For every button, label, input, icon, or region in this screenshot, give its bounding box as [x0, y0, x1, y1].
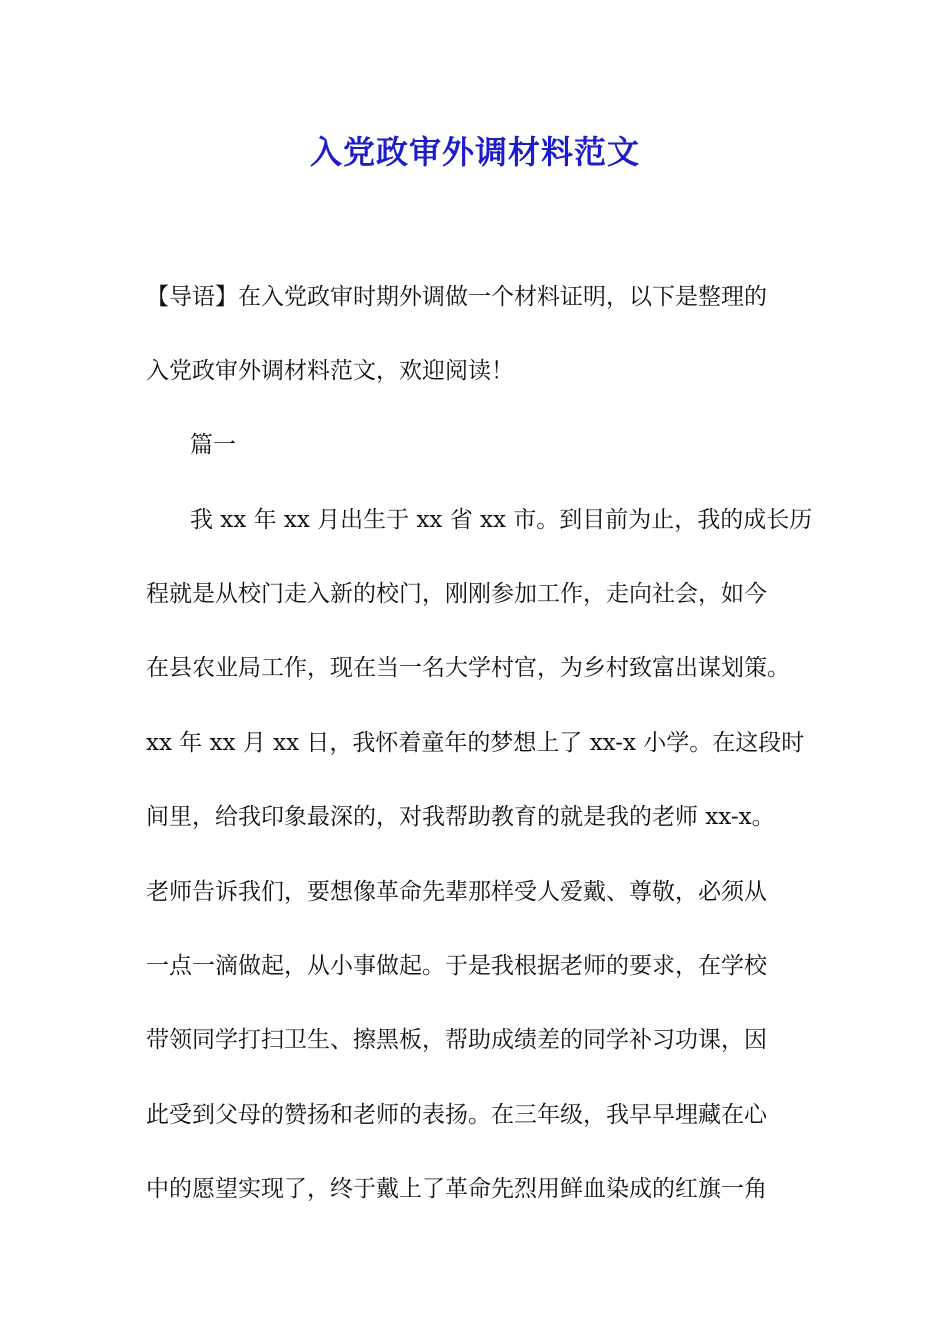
- section-heading: 篇一: [190, 432, 236, 458]
- paragraph-line: 中的愿望实现了，终于戴上了革命先烈用鲜血染成的红旗一角: [146, 1176, 767, 1202]
- intro-line-2: 入党政审外调材料范文，欢迎阅读！: [146, 358, 514, 384]
- paragraph-line: 程就是从校门走入新的校门，刚刚参加工作，走向社会，如今: [146, 581, 767, 607]
- paragraph-line: 我 xx 年 xx 月出生于 xx 省 xx 市。到目前为止，我的成长历: [190, 507, 813, 533]
- paragraph-line: 带领同学打扫卫生、擦黑板，帮助成绩差的同学补习功课，因: [146, 1027, 767, 1053]
- intro-line-1: 【导语】在入党政审时期外调做一个材料证明，以下是整理的: [146, 284, 767, 310]
- document-title: 入党政审外调材料范文: [309, 133, 640, 171]
- paragraph-line: 老师告诉我们，要想像革命先辈那样受人爱戴、尊敬，必须从: [146, 879, 767, 905]
- paragraph-line: 一点一滴做起，从小事做起。于是我根据老师的要求，在学校: [146, 953, 767, 979]
- paragraph-line: 此受到父母的赞扬和老师的表扬。在三年级，我早早埋藏在心: [146, 1102, 767, 1128]
- paragraph-line: 在县农业局工作，现在当一名大学村官，为乡村致富出谋划策。: [146, 655, 790, 681]
- paragraph-line: xx 年 xx 月 xx 日，我怀着童年的梦想上了 xx-x 小学。在这段时: [146, 730, 805, 756]
- paragraph-line: 间里，给我印象最深的，对我帮助教育的就是我的老师 xx-x。: [146, 804, 775, 830]
